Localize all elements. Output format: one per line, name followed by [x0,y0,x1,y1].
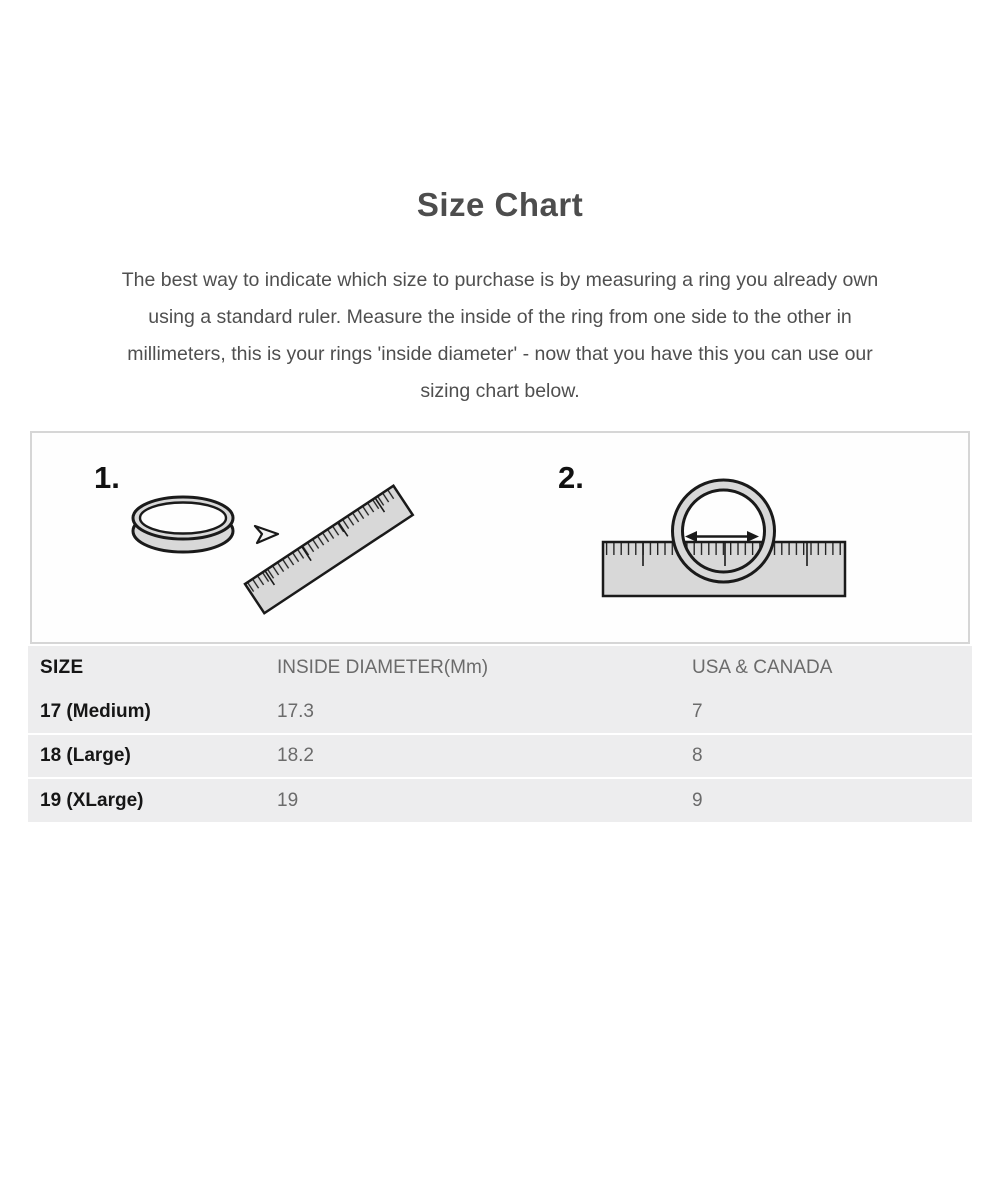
measurement-illustration [30,431,970,644]
table-row [28,690,972,734]
header-inside-diameter: INSIDE DIAMETER(Mm) [277,657,489,678]
table-row [28,734,972,778]
ring-band-icon [133,497,233,552]
diameter-arrow-icon [685,531,759,542]
size-table [28,646,972,822]
cell-diameter: 17.3 [277,700,314,722]
page-title: Size Chart [416,186,584,223]
intro-line: millimeters, this is your rings 'inside diameter' - now that you have this you can use our [127,343,873,365]
horizontal-ruler-icon [603,542,845,596]
cell-usa: 9 [692,789,703,811]
intro-paragraph [0,262,1000,410]
cell-diameter: 18.2 [277,745,314,766]
cell-usa: 7 [692,700,703,722]
table-row [28,778,972,822]
measurement-illustration-graphic [32,433,968,642]
header-usa-canada: USA & CANADA [692,657,833,678]
cell-diameter: 19 [277,789,299,811]
intro-line: The best way to indicate which size to purchase is by measuring a ring you already own [121,269,879,291]
step2-label: 2. [558,460,584,495]
cell-usa: 8 [692,745,703,766]
cell-size: 19 (XLarge) [40,789,144,811]
intro-line: using a standard ruler. Measure the inside of the ring from one side to the other in [148,306,852,328]
size-table-header-row [28,646,972,690]
tilted-ruler-icon [245,486,413,613]
step1-label: 1. [94,460,120,495]
intro-line: sizing chart below. [420,380,580,402]
size-chart-page [0,185,1000,1185]
arrow-right-icon [255,526,278,543]
cell-size: 17 (Medium) [40,700,151,722]
ring-on-ruler-icon [603,480,845,596]
cell-size: 18 (Large) [40,745,131,766]
header-size: SIZE [40,657,84,678]
